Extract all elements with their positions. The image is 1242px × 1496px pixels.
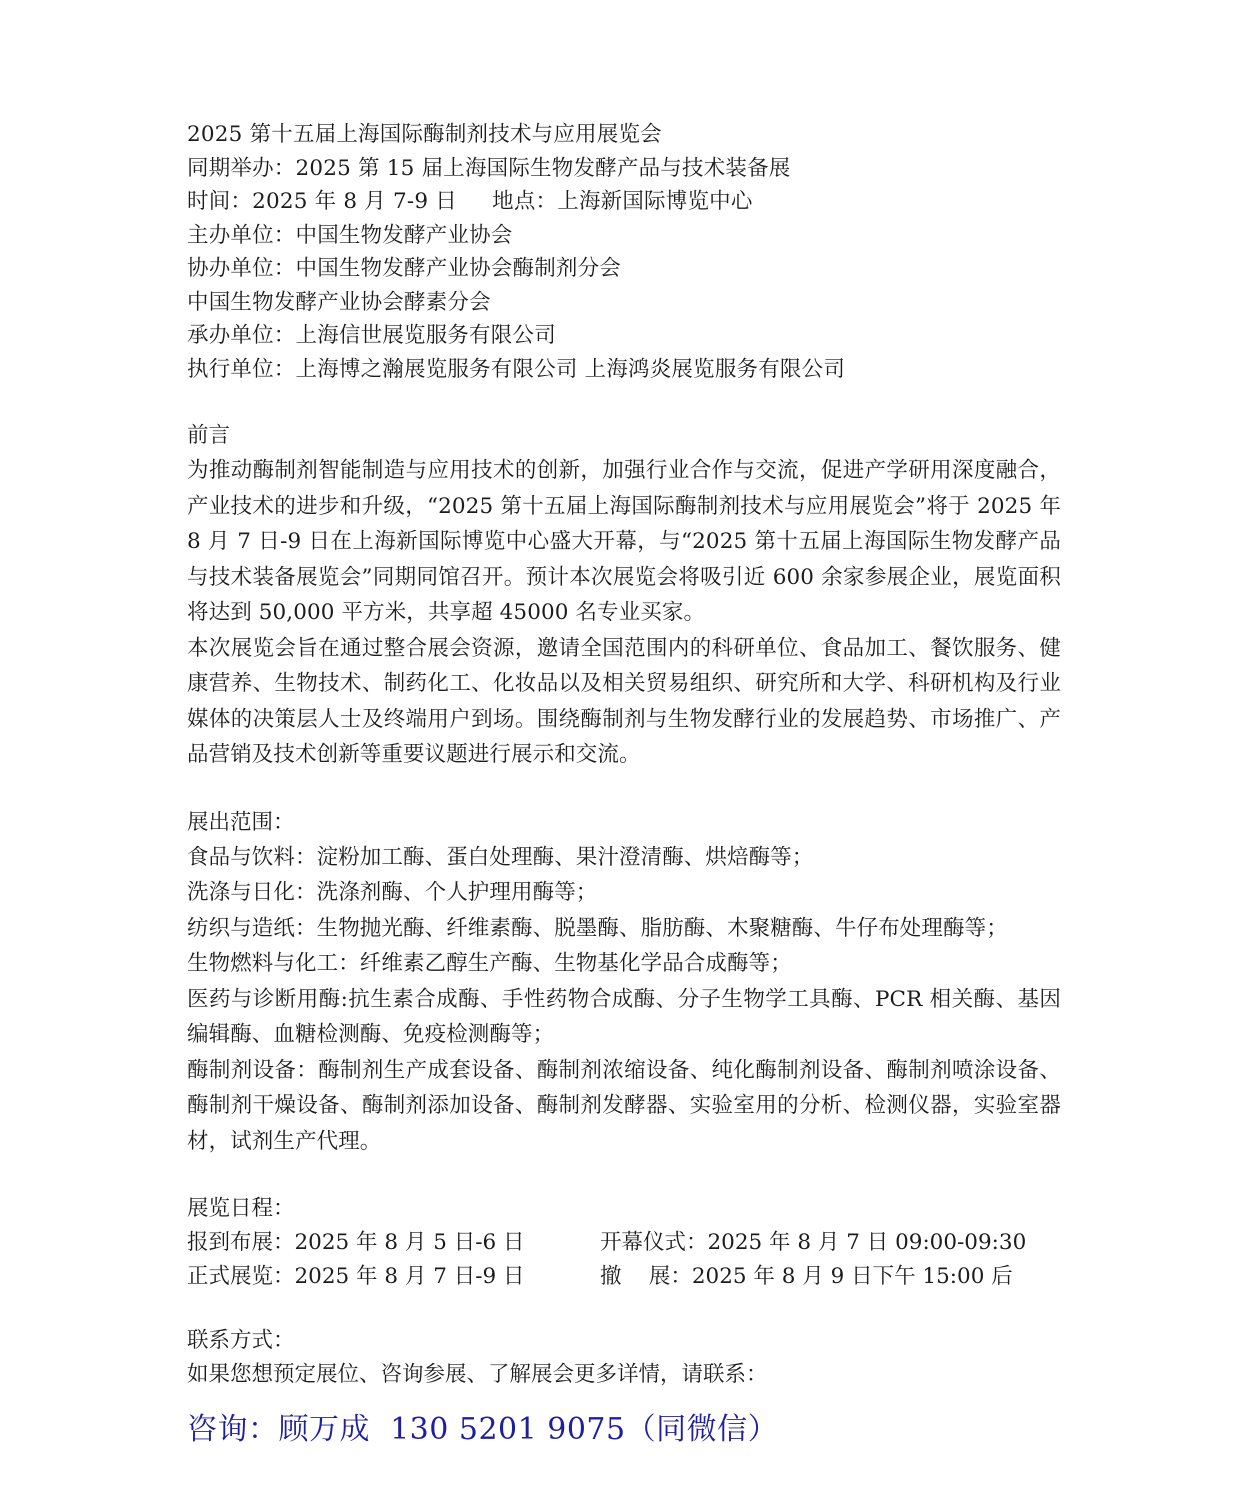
- schedule-teardown: 撤 展：2025 年 8 月 9 日下午 15:00 后: [600, 1264, 1013, 1289]
- event-title: 2025 第十五届上海国际酶制剂技术与应用展览会: [187, 122, 662, 147]
- host-unit-line: 承办单位：上海信世展览服务有限公司: [187, 323, 556, 348]
- scope-section: [187, 806, 1061, 1160]
- scope-item-pharma-diagnostic: 医药与诊断用酶:抗生素合成酶、手性药物合成酶、分子生物学工具酶、PCR 相关酶、基因编辑酶、血糖检测酶、免疫检测酶等；: [187, 986, 1061, 1047]
- contact-highlight: 咨询：顾万成 130 5201 9075（同微信）: [187, 1412, 779, 1447]
- contact-heading: 联系方式：: [187, 1328, 295, 1353]
- concurrent-event-line: 同期举办：2025 第 15 届上海国际生物发酵产品与技术装备展: [187, 155, 791, 181]
- document-body: [187, 118, 1061, 1454]
- schedule-section: [187, 1192, 1061, 1294]
- schedule-opening-ceremony: 开幕仪式：2025 年 8 月 7 日 09:00-09:30: [600, 1230, 1027, 1255]
- scope-item-enzyme-equipment: 酶制剂设备：酶制剂生产成套设备、酶制剂浓缩设备、纯化酶制剂设备、酶制剂喷涂设备、酶制剂干燥设备、酶制剂添加设备、酶制剂发酵器、实验室用的分析、检测仪器，实验室器材，试剂生产代理。: [187, 1057, 1061, 1154]
- executive-unit-line: 执行单位：上海博之瀚展览服务有限公司 上海鸿炎展览服务有限公司: [187, 356, 846, 382]
- schedule-heading: 展览日程：: [187, 1196, 295, 1221]
- schedule-setup-label: 报到布展：2025 年 8 月 5 日-6 日: [187, 1230, 525, 1255]
- preface-paragraph-1: 为推动酶制剂智能制造与应用技术的创新，加强行业合作与交流，促进产学研用深度融合，产业技术的进步和升级，“2025 第十五届上海国际酶制剂技术与应用展览会”将于 2025 年 8 月 7 日-9 日在上海新国际博览中心盛大开幕，与“2025 第十五届上海国际生物发酵产品与技术装备展览会”同期同馆召开。预计本次展览会将吸引近 600 余家参展企业，展览面积将达到 50,000 平方米，共享超 45000 名专业买家。: [187, 458, 1061, 625]
- spacer-after-schedule: [187, 1294, 1061, 1324]
- date-venue-line: 时间：2025 年 8 月 7-9 日 地点：上海新国际博览中心: [187, 189, 753, 214]
- co-organizer-line-2: 中国生物发酵产业协会酵素分会: [187, 289, 491, 315]
- scope-item-food-beverage: 食品与饮料：淀粉加工酶、蛋白处理酶、果汁澄清酶、烘焙酶等；: [187, 844, 814, 870]
- schedule-row: [187, 1226, 1061, 1260]
- scope-item-textile-paper: 纺织与造纸：生物抛光酶、纤维素酶、脱墨酶、脂肪酶、木聚糖酶、牛仔布处理酶等；: [187, 915, 1008, 941]
- spacer-after-scope: [187, 1159, 1061, 1192]
- contact-section: [187, 1324, 1061, 1454]
- schedule-row: [187, 1260, 1061, 1294]
- preface-heading: 前言: [187, 423, 231, 448]
- scope-item-biofuel-chemical: 生物燃料与化工：纤维素乙醇生产酶、生物基化学品合成酶等；: [187, 951, 792, 976]
- schedule-exhibition-period: 正式展览：2025 年 8 月 7 日-9 日: [187, 1264, 525, 1289]
- preface-section: [187, 419, 1061, 773]
- scope-item-detergent-household: 洗涤与日化：洗涤剂酶、个人护理用酶等；: [187, 880, 598, 905]
- spacer-after-header: [187, 386, 1061, 419]
- event-header-block: [187, 118, 1061, 386]
- co-organizer-line: 协办单位：中国生物发酵产业协会酶制剂分会: [187, 256, 622, 281]
- preface-paragraph-2: 本次展览会旨在通过整合展会资源，邀请全国范围内的科研单位、食品加工、餐饮服务、健康营养、生物技术、制药化工、化妆品以及相关贸易组织、研究所和大学、科研机构及行业媒体的决策层人士及终端用户到场。围绕酶制剂与生物发酵行业的发展趋势、市场推广、产品营销及技术创新等重要议题进行展示和交流。: [187, 635, 1061, 767]
- contact-intro: 如果您想预定展位、咨询参展、了解展会更多详情，请联系：: [187, 1362, 768, 1387]
- organizer-line: 主办单位：中国生物发酵产业协会: [187, 222, 513, 248]
- scope-heading: 展出范围：: [187, 809, 295, 835]
- spacer-after-preface: [187, 773, 1061, 806]
